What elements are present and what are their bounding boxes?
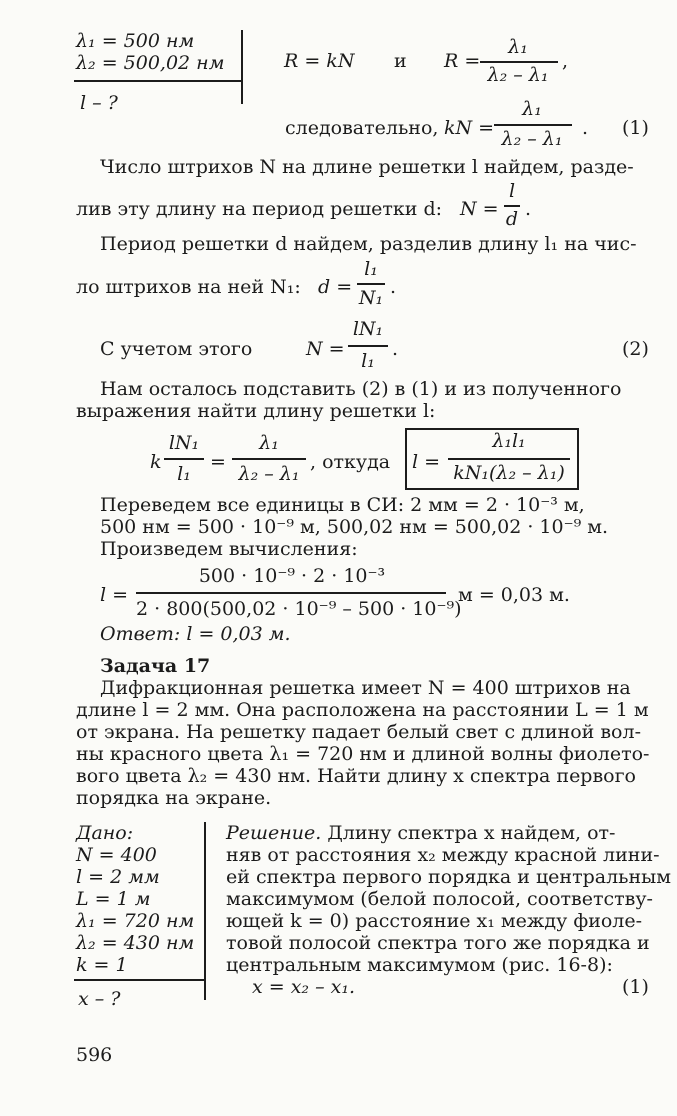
solution-line-7: центральным максимумом (рис. 16-8): [226, 954, 613, 976]
answer-line: Ответ: l = 0,03 м. [100, 623, 291, 645]
eq3-frac2-bar [232, 458, 306, 460]
task-line-4: ны красного цвета λ₁ = 720 нм и длиной волны фиолето- [76, 743, 650, 765]
eq-number-1: (1) [622, 117, 649, 139]
si-line1: Переведем все единицы в СИ: 2 мм = 2 · 10⁻³ м, [100, 494, 585, 516]
eq3-frac2-num: λ₁ [259, 432, 279, 454]
para1-dot: . [525, 198, 532, 220]
para1-N-eq: N = [460, 198, 499, 220]
para3-frac-num: lN₁ [352, 318, 384, 340]
task-line-1: Дифракционная решетка имеет N = 400 штрихов на [100, 677, 631, 699]
frac1-bar [480, 61, 558, 63]
box-l-eq: l = [412, 451, 441, 473]
solution-line-6: товой полосой спектра того же порядка и [226, 932, 650, 954]
given2-title: Дано: [76, 822, 134, 844]
given-find: l – ? [80, 92, 118, 114]
solution-eq-number: (1) [622, 976, 649, 998]
para4-line2: выражения найти длину решетки l: [76, 400, 436, 422]
given2-find: x – ? [78, 988, 121, 1010]
frac2-bar [494, 124, 572, 126]
para2-dot: . [390, 276, 397, 298]
box-frac-bar [448, 458, 570, 460]
task-line-3: от экрана. На решетку падает белый свет с длиной вол- [76, 721, 641, 743]
eq3-frac1-den: l₁ [177, 463, 191, 485]
calc-frac-den: 2 · 800(500,02 · 10⁻⁹ – 500 · 10⁻⁹) [136, 598, 462, 620]
eq3-equals: = [210, 451, 226, 473]
task-line-5: вого цвета λ₂ = 430 нм. Найти длину x спектра первого [76, 765, 636, 787]
eq-R-label: R = [444, 50, 481, 72]
frac1-num: λ₁ [508, 36, 528, 58]
task-line-2: длине l = 2 мм. Она расположена на расстоянии L = 1 м [76, 699, 649, 721]
para1-line2: лив эту длину на период решетки d: [76, 198, 443, 220]
frac2-num: λ₁ [522, 98, 542, 120]
para3-frac-den: l₁ [361, 350, 375, 372]
para1-frac-den: d [505, 208, 519, 230]
task-title: Задача 17 [100, 655, 211, 677]
frac1-comma: , [562, 50, 569, 72]
given2-item: N = 400 [76, 844, 157, 866]
para2-d-eq: d = [318, 276, 353, 298]
given2-item: l = 2 мм [76, 866, 160, 888]
para2-line2: ло штрихов на ней N₁: [76, 276, 301, 298]
para3-frac-bar [348, 345, 388, 347]
frac2-den: λ₂ – λ₁ [501, 128, 563, 150]
eq3-frac1-bar [164, 458, 204, 460]
para4-line1: Нам осталось подставить (2) в (1) и из полученного [100, 378, 622, 400]
and-word: и [394, 50, 407, 72]
para3-text: С учетом этого [100, 338, 253, 360]
solution-equation: x = x₂ – x₁. [252, 976, 355, 998]
para2-frac-num: l₁ [364, 258, 378, 280]
given2-item: λ₂ = 430 нм [76, 932, 195, 954]
solution-line-1-rest: Длину спектра x найдем, от- [321, 822, 616, 844]
page-number: 596 [76, 1044, 113, 1066]
para1-frac-num: l [508, 180, 516, 202]
eq3-frac2-den: λ₂ – λ₁ [238, 463, 300, 485]
para2-line1: Период решетки d найдем, разделив длину l₁ на чис- [100, 233, 637, 255]
box-frac-den: kN₁(λ₂ – λ₁) [453, 462, 565, 484]
eq-R-kN: R = kN [284, 50, 355, 72]
para2-frac-den: N₁ [358, 287, 384, 309]
para2-frac-bar [357, 283, 385, 285]
calc-frac-num: 500 · 10⁻⁹ · 2 · 10⁻³ [198, 565, 386, 587]
given2-vertical-line [204, 822, 206, 1000]
si-line3: Произведем вычисления: [100, 538, 358, 560]
solution-line-3: ей спектра первого порядка и центральным [226, 866, 672, 888]
eq3-whence: , откуда [310, 451, 391, 473]
solution-label: Решение. [226, 822, 322, 844]
given2-item: λ₁ = 720 нм [76, 910, 195, 932]
solution-line-4: максимумом (белой полосой, соответству- [226, 888, 653, 910]
eq-number-2: (2) [622, 338, 649, 360]
para3-N-eq: N = [306, 338, 345, 360]
eq3-frac1-num: lN₁ [168, 432, 200, 454]
hence-word: следовательно, [285, 117, 439, 139]
frac1-den: λ₂ – λ₁ [487, 64, 549, 86]
frac2-dot: . [582, 117, 589, 139]
solution-line-1 [226, 822, 615, 844]
para1-line1: Число штрихов N на длине решетки l найдем, разде- [100, 156, 634, 178]
given-divider [74, 80, 242, 82]
calc-result: м = 0,03 м. [458, 584, 570, 606]
solution-line-5: ющей k = 0) расстояние x₁ между фиоле- [226, 910, 643, 932]
given-lambda1: λ₁ = 500 нм [76, 30, 195, 52]
given2-item: k = 1 [76, 954, 128, 976]
task-line-6: порядка на экране. [76, 787, 272, 809]
para3-dot: . [392, 338, 399, 360]
eq3-k: k [150, 451, 162, 473]
given-lambda2: λ₂ = 500,02 нм [76, 52, 225, 74]
given2-item: L = 1 м [76, 888, 151, 910]
calc-frac-bar [136, 592, 446, 594]
given-vertical-line [241, 30, 243, 104]
si-line2: 500 нм = 500 · 10⁻⁹ м, 500,02 нм = 500,02 · 10⁻⁹ м. [100, 516, 609, 538]
para1-frac-bar [504, 205, 520, 207]
solution-line-2: няв от расстояния x₂ между красной лини- [226, 844, 660, 866]
eq-kN-label: kN = [444, 117, 495, 139]
given2-divider [74, 979, 206, 981]
box-frac-num: λ₁l₁ [492, 430, 526, 452]
calc-l-eq: l = [100, 584, 129, 606]
